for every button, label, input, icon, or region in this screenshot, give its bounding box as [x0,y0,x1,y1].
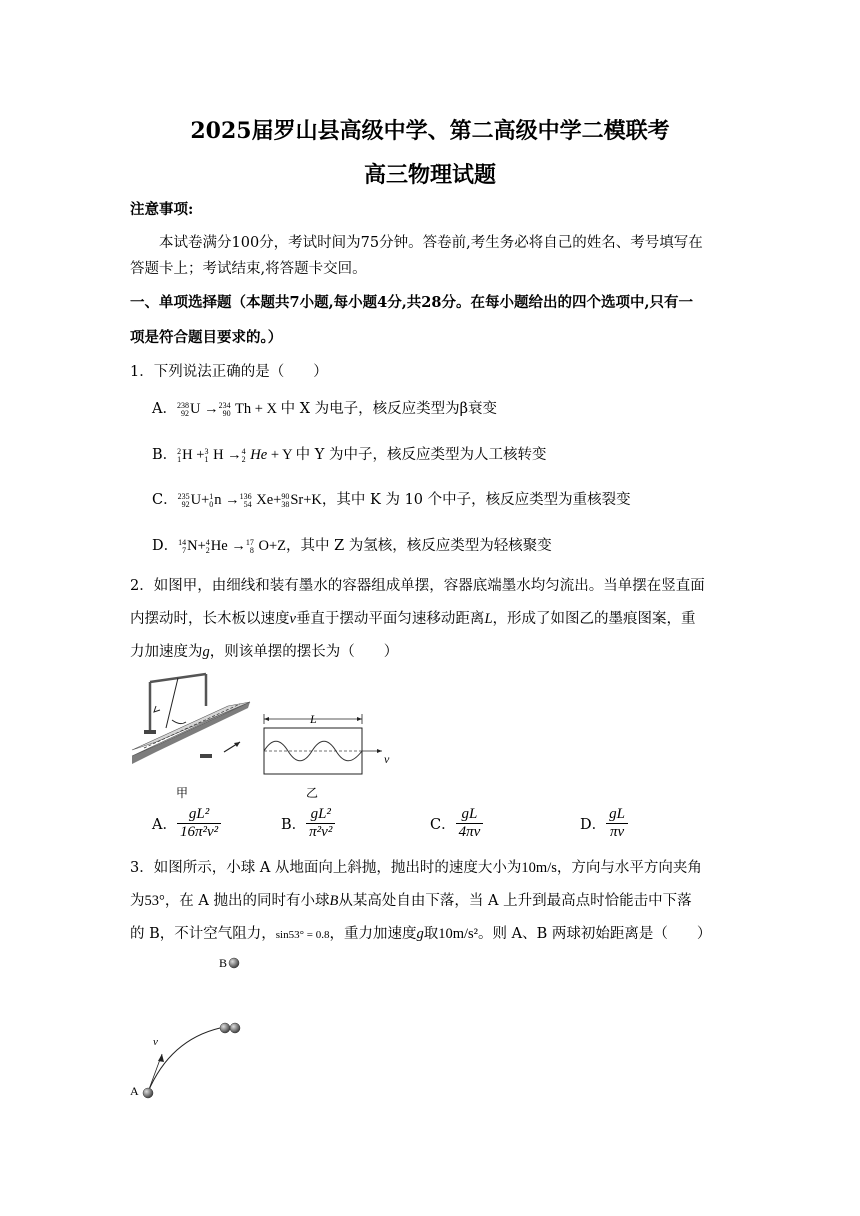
q2-line-3-a: 力加速度为 [130,644,203,660]
q3-var-B: B [329,893,339,909]
section1-line-2: 项是符合题目要求的。） [130,329,283,346]
q1-option-d-formula: 14 7 N+ 4 2 He → 17 8 O+Z [178,537,286,555]
notice-line-2: 答题卡上；考试结束,将答题卡交回。 [130,261,367,277]
q2-option-c-label: C． [430,817,456,833]
q3-line-1-a: 3．如图所示，小球 A 从地面向上斜抛，抛出时的速度大小为 [130,860,522,876]
q2-option-c [430,806,483,841]
q2-option-d-num: gL [606,806,628,824]
q1-option-d-text: ，其中 Z 为氢核，核反应类型为轻核聚变 [285,538,552,554]
fig-label-yi: 乙 [306,786,319,800]
section1-line-1: 一、单项选择题（本题共7小题,每小题4分,共28分。在每小题给出的四个选项中,只有一 [130,294,693,311]
q2-option-c-den: 4πv [458,824,481,840]
q2-line-3-b: ，则该单摆的摆长为（ ） [209,644,399,660]
frame-left-foot [144,730,156,734]
q3-line-1 [130,856,702,877]
q3-line-2-c: 从某高处自由下落，当 A 上升到最高点时恰能击中下落 [338,893,692,909]
q3-line-3-b: ，重力加速度 [329,926,417,942]
q2-option-b-label: B． [281,817,307,833]
notice-line-1: 本试卷满分100分，考试时间为75分钟。答卷前,考生务必将自己的姓名、考号填写在 [159,235,703,251]
fig-label-jia: 甲 [176,786,189,800]
q3-line-3-a: 的 B，不计空气阻力， [130,926,276,942]
board-outline [264,728,362,774]
q3-line-3 [130,922,711,943]
q1-stem: 1．下列说法正确的是（ ） [130,364,328,380]
ball-a-collision [230,1023,240,1033]
q3-gravity-value: 10m/s² [438,926,479,942]
exam-title: 2025届罗山县高级中学、第二高级中学二模联考 [190,118,670,144]
q3-angle: 53° [144,893,165,909]
frame-right-foot [200,754,212,758]
q2-line-2-a: 内摆动时，长木板以速度 [130,611,290,627]
q3-figure [126,950,256,1100]
q1-option-a-formula: 238 92 U → 234 90 Th + X [176,400,281,418]
q2-option-a-num: gL² [177,806,221,824]
q2-option-a [152,806,221,841]
q2-option-d-label: D． [580,817,607,833]
swing-arrow-left [154,706,160,712]
q1-option-b-text: 中 Y 为中子，核反应类型为人工核转变 [295,447,547,463]
ball-b-collision [220,1023,230,1033]
q2-line-2-c: ，形成了如图乙的墨痕图案，重 [492,611,696,627]
exam-subtitle: 高三物理试题 [363,162,496,188]
q1-option-d-label: D． [152,538,179,554]
q1-option-b-formula: 2 1 H + 3 1 H → 4 2 He + Y [177,446,296,464]
q2-var-g: g [202,644,210,660]
notice-heading: 注意事项: [130,201,194,218]
q3-line-3-d: 。则 A、B 两球初始距离是（ ） [478,926,712,942]
q1-option-a-text: 中 X 为电子，核反应类型为β衰变 [280,401,498,417]
ball-a-start [143,1088,153,1098]
q1-option-a-label: A． [152,401,177,417]
q3-speed: 10m/s [521,860,557,876]
q1-option-c [152,488,631,509]
q1-option-b-label: B． [152,447,178,463]
q2-figure-yi [258,710,398,780]
q2-option-a-den: 16π²v² [179,824,219,840]
q3-line-2 [130,889,692,910]
fig-q3-B-label: B [219,956,228,970]
q2-option-b-den: π²v² [309,824,333,840]
q1-option-d [152,534,552,555]
q3-sin-value: sin53° = 0.8 [275,929,330,941]
q1-option-c-label: C． [152,492,178,508]
q1-option-b [152,443,546,464]
q2-figure-jia [128,670,258,780]
q2-option-c-num: gL [456,806,484,824]
fig-yi-L-label: L [310,712,317,726]
q3-line-2-b: ，在 A 抛出的同时有小球 [164,893,330,909]
q2-option-a-label: A． [152,817,177,833]
q2-line-2-b: 垂直于摆动平面匀速移动距离 [295,611,485,627]
q1-option-c-text: ，其中 K 为 10 个中子，核反应类型为重核裂变 [321,492,631,508]
q3-line-2-a: 为 [130,893,145,909]
q2-line-1: 2．如图甲，由细线和装有墨水的容器组成单摆，容器底端墨水均匀流出。当单摆在竖直面 [130,578,705,594]
fig-q3-v-label: v [153,1036,158,1048]
q2-var-L: L [484,611,493,627]
fig-yi-v-label: v [384,752,390,766]
ball-b-top [229,958,239,968]
q3-var-g: g [416,926,424,942]
q2-option-b-num: gL² [306,806,335,824]
fig-q3-A-label: A [130,1084,139,1098]
q3-line-1-b: ，方向与水平方向夹角 [556,860,702,876]
q2-var-v: v [289,611,296,627]
swing-arc-icon [172,720,186,724]
q2-line-3 [130,640,398,661]
q1-option-a [152,397,497,418]
q1-option-c-formula: 235 92 U+ 1 0 n → 136 54 Xe+ 90 38 Sr+K [177,491,322,509]
q3-line-3-c: 取 [423,926,439,942]
q2-option-d [580,806,628,841]
q2-line-2 [130,607,696,628]
q2-option-b [281,806,335,841]
q2-option-d-den: πv [609,824,625,840]
